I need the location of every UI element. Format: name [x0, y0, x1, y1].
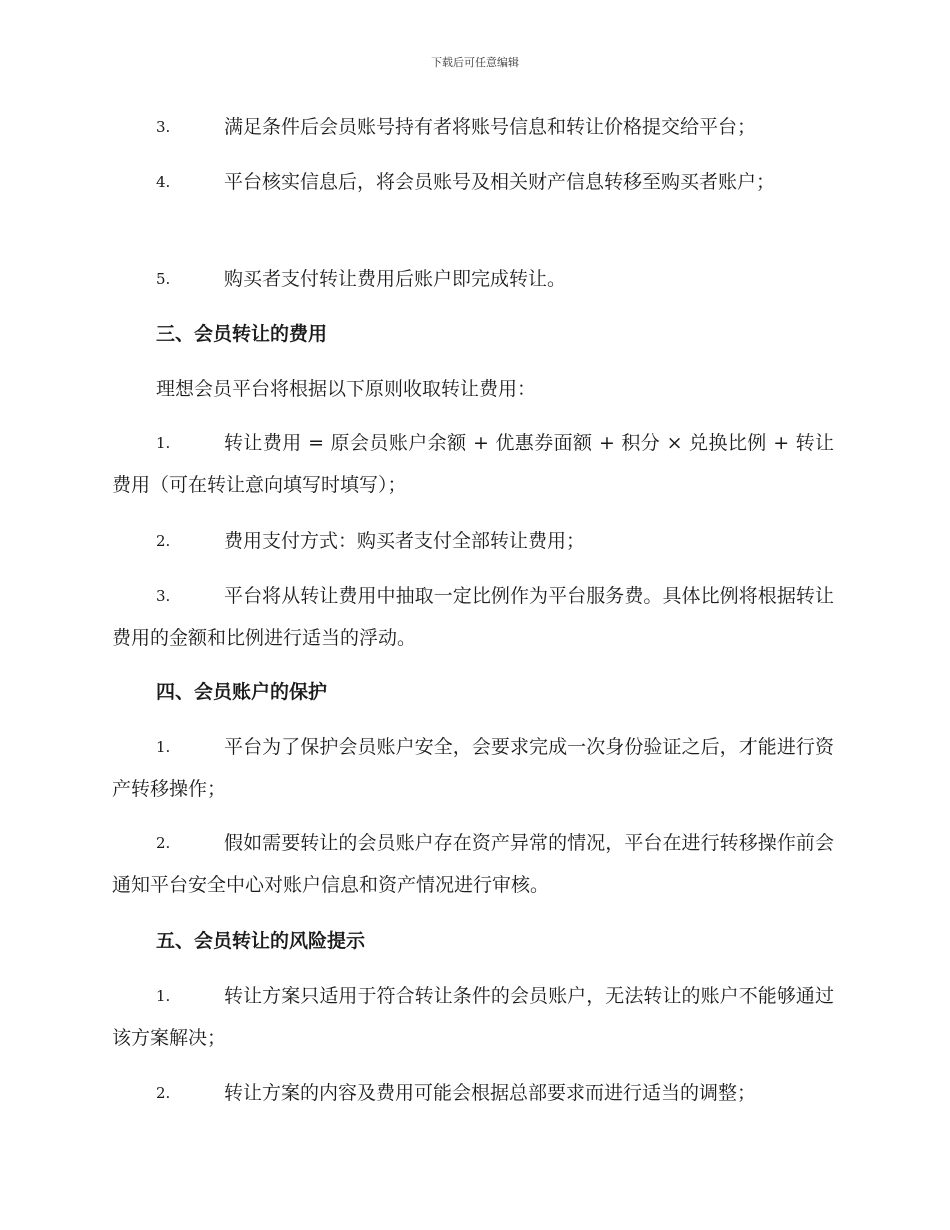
list-item [112, 161, 834, 203]
list-item-text: 转让方案只适用于符合转让条件的会员账户，无法转让的账户不能够通过该方案解决； [112, 985, 834, 1049]
list-item-number: 3. [156, 587, 171, 605]
list-item [112, 258, 834, 300]
list-item-number: 2. [156, 1084, 171, 1102]
section-heading: 四、会员账户的保护 [156, 681, 328, 703]
list-item [112, 726, 834, 810]
list-item-number: 1. [156, 987, 171, 1005]
list-item-text: 转让方案的内容及费用可能会根据总部要求而进行适当的调整； [224, 1082, 757, 1104]
list-item [112, 422, 834, 506]
section-intro: 理想会员平台将根据以下原则收取转让费用： [156, 378, 537, 400]
list-item-number: 1. [156, 434, 171, 452]
list-item-text: 满足条件后会员账号持有者将账号信息和转让价格提交给平台； [224, 116, 757, 138]
list-item-text: 平台核实信息后，将会员账号及相关财产信息转移至购买者账户； [224, 171, 776, 193]
list-item-text: 平台将从转让费用中抽取一定比例作为平台服务费。具体比例将根据转让费用的金额和比例进行适当的浮动。 [112, 585, 834, 649]
section-heading: 五、会员转让的风险提示 [156, 930, 366, 952]
list-item-text: 费用支付方式：购买者支付全部转让费用； [224, 530, 586, 552]
section-heading: 三、会员转让的费用 [156, 323, 328, 345]
list-item [112, 106, 834, 148]
list-item [112, 575, 834, 659]
list-item-number: 2. [156, 834, 171, 852]
list-item-number: 3. [156, 118, 171, 136]
list-item [112, 822, 834, 906]
list-item [112, 1072, 834, 1114]
list-item [112, 975, 834, 1059]
list-item-number: 4. [156, 173, 171, 191]
list-item [112, 520, 834, 562]
list-item-text: 转让费用 = 原会员账户余额 + 优惠券面额 + 积分 × 兑换比例 + 转让费用（可在转让意向填写时填写）； [112, 432, 834, 496]
list-item-text: 购买者支付转让费用后账户即完成转让。 [224, 268, 567, 290]
list-item-number: 2. [156, 532, 171, 550]
page-header: 下载后可任意编辑 [431, 56, 519, 69]
list-item-number: 5. [156, 270, 171, 288]
list-item-text: 假如需要转让的会员账户存在资产异常的情况，平台在进行转移操作前会通知平台安全中心对账户信息和资产情况进行审核。 [112, 832, 834, 896]
list-item-text: 平台为了保护会员账户安全，会要求完成一次身份验证之后，才能进行资产转移操作； [112, 736, 834, 800]
list-item-number: 1. [156, 738, 171, 756]
